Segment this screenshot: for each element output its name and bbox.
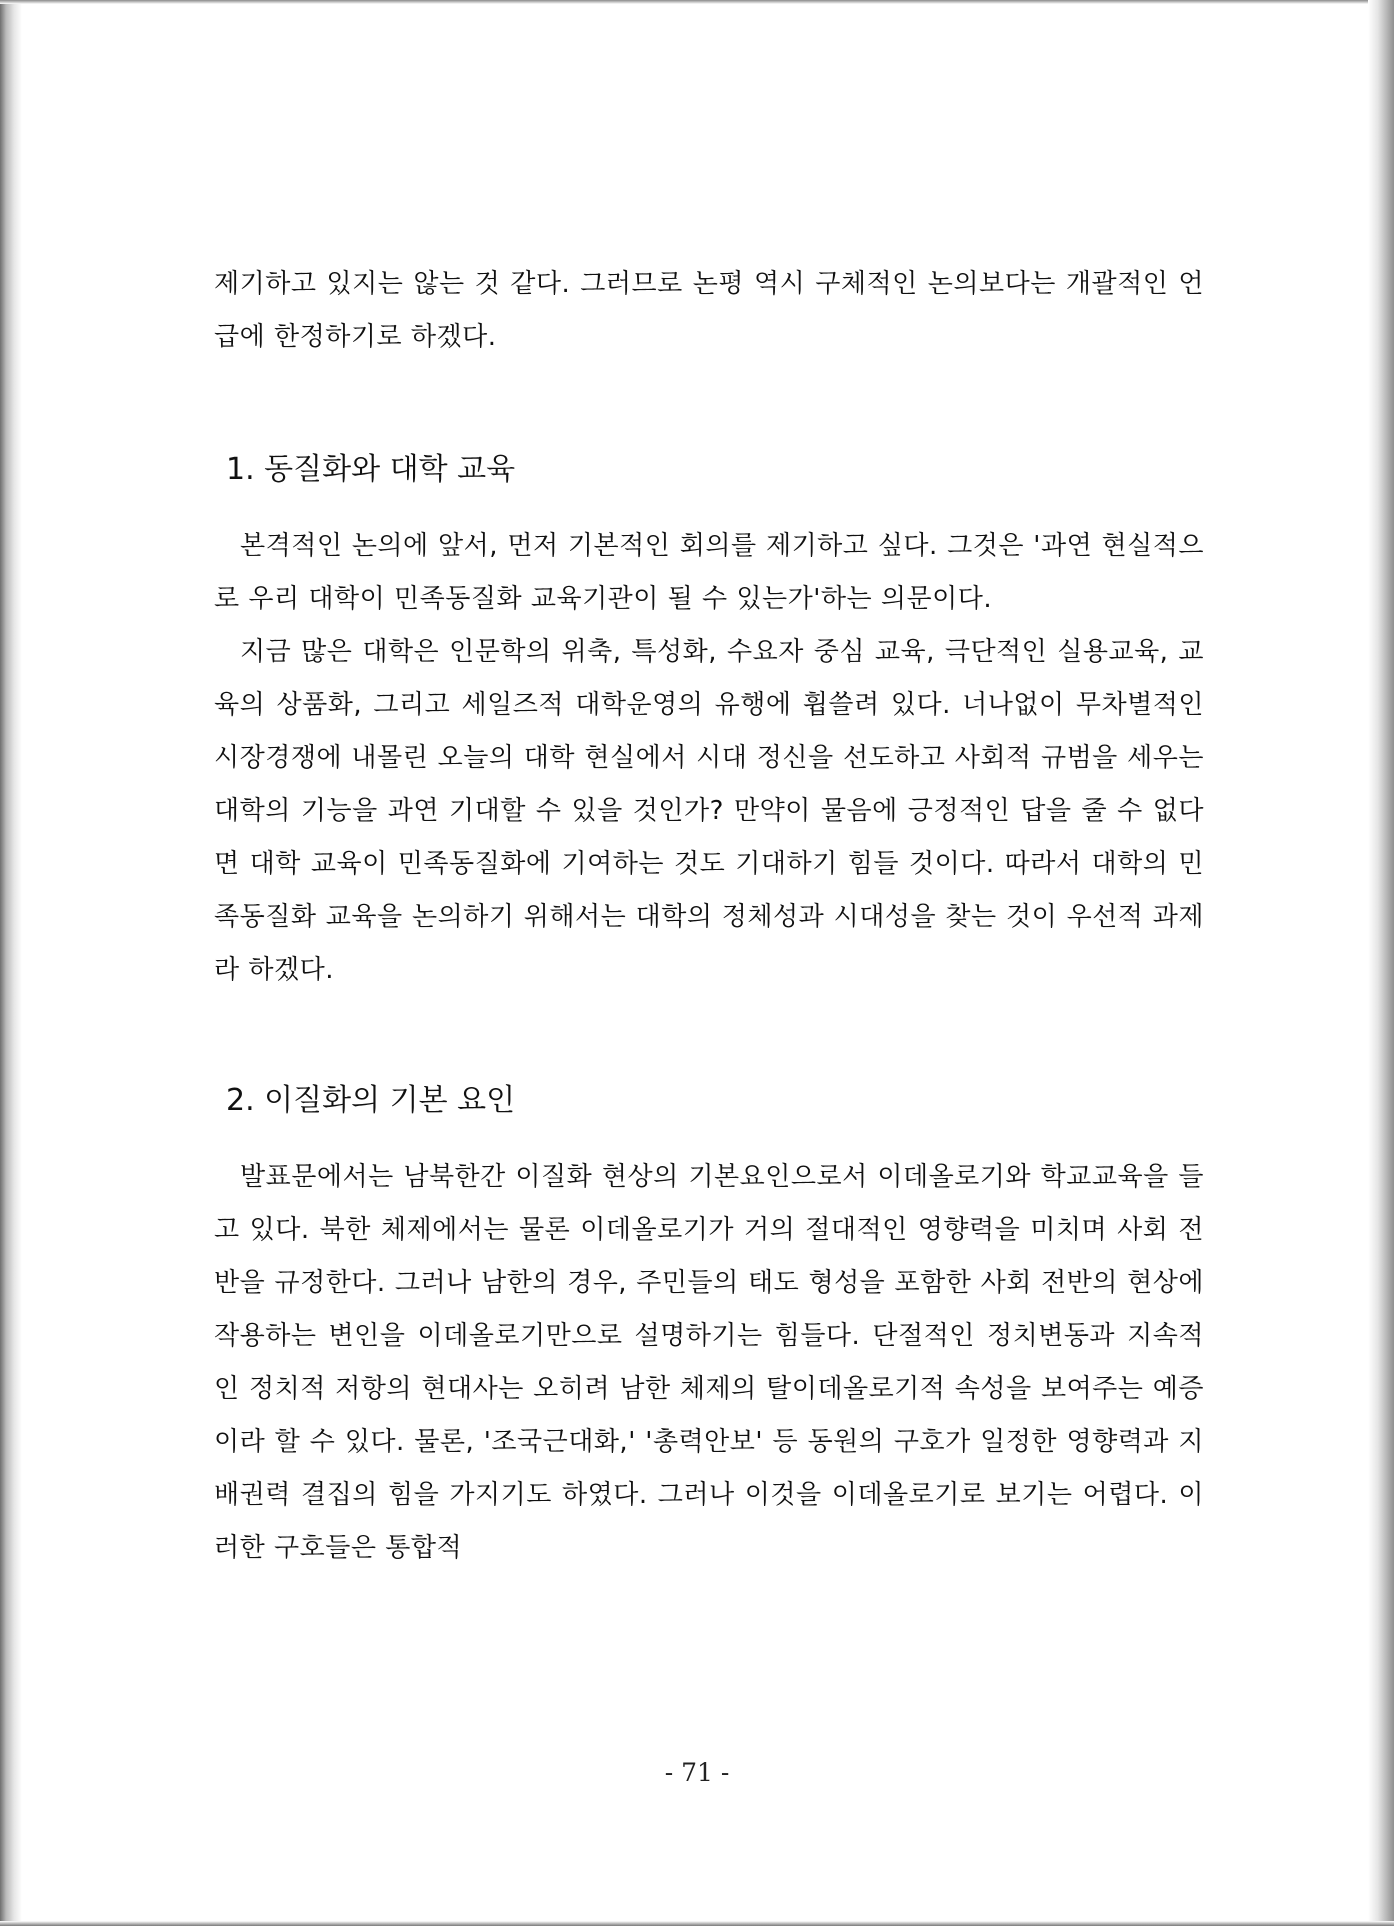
page-right-shadow — [1368, 0, 1394, 1926]
intro-paragraph: 제기하고 있지는 않는 것 같다. 그러므로 논평 역시 구체적인 논의보다는 개괄적인 언급에 한정하기로 하겠다. — [214, 269, 1204, 352]
section-1-paragraph-1: 본격적인 논의에 앞서, 먼저 기본적인 회의를 제기하고 싶다. 그것은 '과연 현실적으로 우리 대학이 민족동질화 교육기관이 될 수 있는가'하는 의문이다. — [214, 531, 1204, 614]
page-number: - 71 - — [664, 1758, 730, 1787]
section-1-paragraph-2: 지금 많은 대학은 인문학의 위축, 특성화, 수요자 중심 교육, 극단적인 실용교육, 교육의 상품화, 그리고 세일즈적 대학운영의 유행에 휩쓸려 있다. 너나없이 무차별적인 시장경쟁에 내몰린 오늘의 대학 현실에서 시대 정신을 선도하고 사회적 규범을 세우는 대학의 기능을 과연 기대할 수 있을 것인가? 만약이 물음에 긍정적인 답을 줄 수 없다면 대학 교육이 민족동질화에 기여하는 것도 기대하기 힘들 것이다. 따라서 대학의 민족동질화 교육을 논의하기 위해서는 대학의 정체성과 시대성을 찾는 것이 우선적 과제라 하겠다. — [214, 637, 1204, 985]
section-2-heading: 2. 이질화의 기본 요인 — [226, 1083, 516, 1118]
section-1-heading: 1. 동질화와 대학 교육 — [226, 452, 516, 487]
page-bottom-edge — [0, 1921, 1394, 1926]
section-2-paragraph-1: 발표문에서는 남북한간 이질화 현상의 기본요인으로서 이데올로기와 학교교육을 들고 있다. 북한 체제에서는 물론 이데올로기가 거의 절대적인 영향력을 미치며 사회 전반을 규정한다. 그러나 남한의 경우, 주민들의 태도 형성을 포함한 사회 전반의 현상에 작용하는 변인을 이데올로기만으로 설명하기는 힘들다. 단절적인 정치변동과 지속적인 정치적 저항의 현대사는 오히려 남한 체제의 탈이데올로기적 속성을 보여주는 예증이라 할 수 있다. 물론, '조국근대화,' '총력안보' 등 동원의 구호가 일정한 영향력과 지배권력 결집의 힘을 가지기도 하였다. 그러나 이것을 이데올로기로 보기는 어렵다. 이러한 구호들은 통합적 — [214, 1162, 1204, 1563]
page-content — [214, 258, 1204, 1575]
page-top-edge — [0, 0, 1394, 4]
page-left-edge — [0, 0, 22, 1926]
